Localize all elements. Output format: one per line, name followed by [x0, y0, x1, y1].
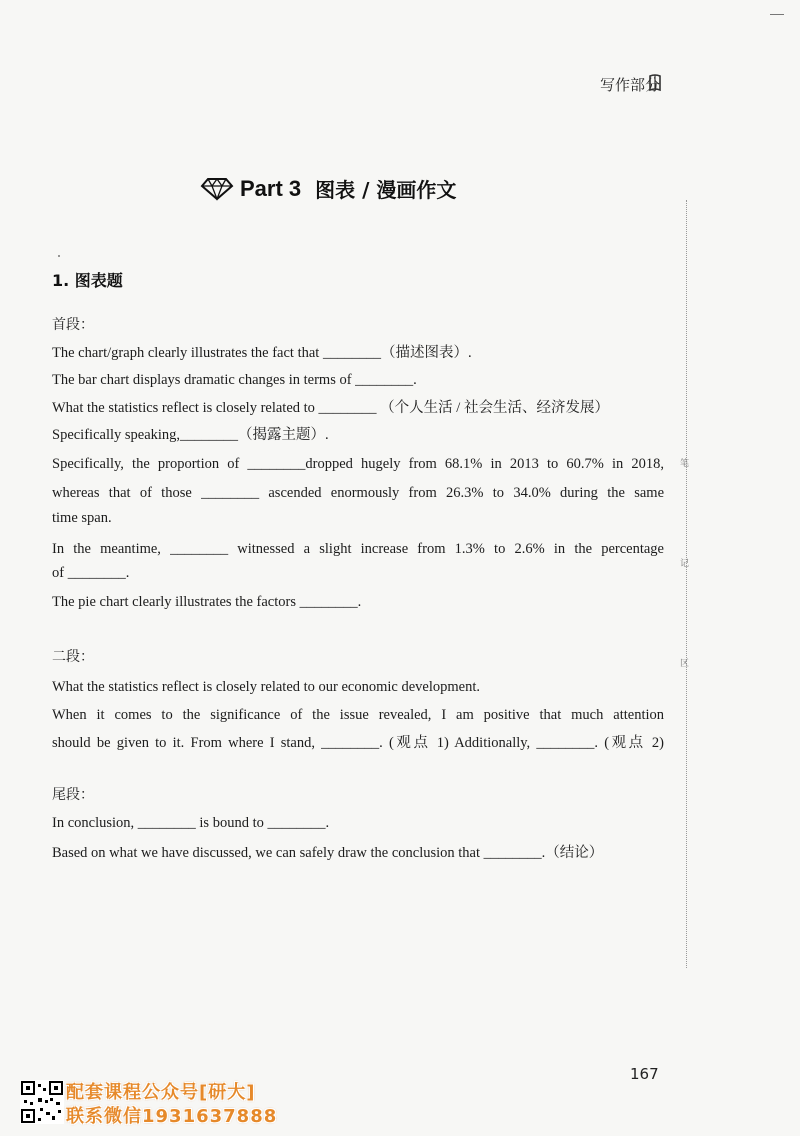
margin-note: 记 [680, 559, 690, 569]
section-label: 写作部分 [599, 76, 660, 94]
corner-mark [770, 14, 784, 15]
margin-note: 笔 [680, 459, 690, 469]
text-line: What the statistics reflect is closely related to our economic development. [52, 679, 481, 695]
title-topic: 图表 / 漫画作文 [315, 178, 457, 202]
text-line: of ________. [52, 565, 130, 581]
text-line: In the meantime, ________ witnessed a slight increase from 1.3% to 2.6% in the percentage [52, 541, 664, 557]
book-icon [648, 74, 662, 92]
text-line: The bar chart displays dramatic changes in terms of ________. [52, 372, 417, 388]
text-line: The pie chart clearly illustrates the factors ________. [52, 594, 362, 610]
text-line: The chart/graph clearly illustrates the fact that ________（描述图表）. [52, 345, 472, 361]
text-line: In conclusion, ________ is bound to ________. [52, 815, 330, 831]
page-number: 167 [630, 1065, 659, 1083]
watermark-line-1: 配套课程公众号[研大] [66, 1082, 256, 1103]
text-line: time span. [52, 510, 112, 526]
diamond-icon [200, 177, 234, 201]
page-title [200, 174, 456, 203]
text-line: should be given to it. From where I stand, ________. (观点 1) Additionally, ________. (观点 2) [52, 735, 664, 751]
paragraph-label-final: 尾段： [52, 787, 94, 803]
watermark-line-2: 联系微信1931637888 [66, 1106, 278, 1127]
text-line: When it comes to the significance of the issue revealed, I am positive that much attention [52, 707, 664, 723]
title-part-number: Part 3 [240, 175, 302, 201]
text-line: Based on what we have discussed, we can safely draw the conclusion that ________.（结论） [52, 845, 604, 861]
notes-divider [686, 200, 687, 968]
text-line: Specifically, the proportion of ________dropped hugely from 68.1% in 2013 to 60.7% in 2018, [52, 456, 664, 472]
text-line: whereas that of those ________ ascended enormously from 26.3% to 34.0% during the same [52, 485, 664, 501]
qr-code-icon [20, 1080, 64, 1124]
section-heading: 1. 图表题 [52, 271, 123, 290]
text-line: What the statistics reflect is closely related to ________ （个人生活 / 社会生活、经济发展） [52, 400, 609, 416]
paragraph-label-first: 首段： [52, 317, 94, 333]
paragraph-label-second: 二段： [52, 649, 94, 665]
stray-dot [58, 255, 60, 257]
margin-note: 区 [680, 659, 690, 669]
text-line: Specifically speaking,________（揭露主题）. [52, 427, 329, 443]
